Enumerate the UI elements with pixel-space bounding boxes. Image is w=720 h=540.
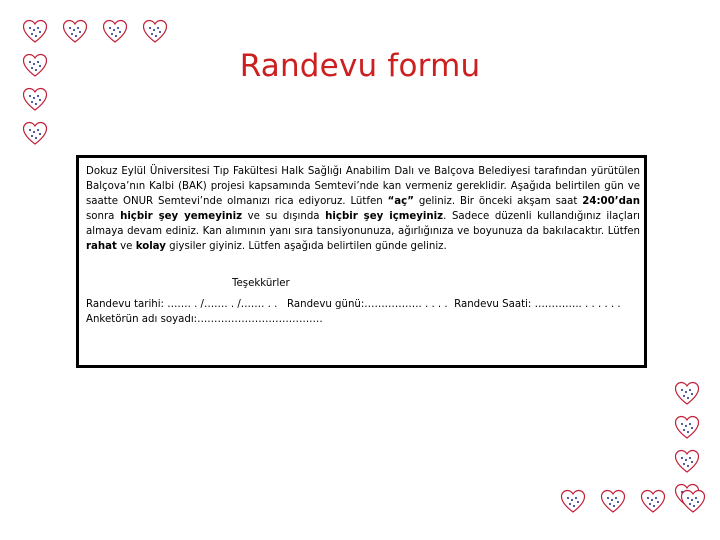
bak-heart-logo-icon (142, 18, 168, 44)
bak-heart-logo-icon (674, 380, 700, 406)
bak-heart-logo-icon (674, 448, 700, 474)
bak-heart-logo-icon (674, 414, 700, 440)
bak-heart-logo-icon (680, 488, 706, 514)
bak-heart-logo-icon (22, 86, 48, 112)
bak-heart-logo-icon (560, 488, 586, 514)
bak-heart-logo-icon (600, 488, 626, 514)
bak-heart-logo-icon (640, 488, 666, 514)
bak-heart-logo-icon (102, 18, 128, 44)
thanks-text: Teşekkürler (232, 277, 290, 289)
bak-heart-logo-icon (22, 120, 48, 146)
bak-heart-logo-icon (62, 18, 88, 44)
bak-heart-logo-icon (22, 18, 48, 44)
appointment-form-box (76, 155, 647, 368)
instructions-paragraph: Dokuz Eylül Üniversitesi Tıp Fakültesi Halk Sağlığı Anabilim Dalı ve Balçova Belediyesi tarafından yürütülen Balçova’nın Kalbi (BAK) projesi kapsamında Semtevi’nde kan vermeniz gereklidir. Aşağıda belirtilen gün ve saatte ONUR Semtevi’nde olmanızı rica ediyoruz. Lütfen “aç” geliniz. Bir önceki akşam saat 24:00’dan sonra hiçbir şey yemeyiniz ve su dışında hiçbir şey içmeyiniz. Sadece düzenli kullandığınız ilaçları almaya devam ediniz. Kan alımının yanı sıra tansiyonunuza, ağırlığınıza ve boyunuza da bakılacaktır. Lütfen rahat ve kolay giysiler giyiniz. Lütfen aşağıda belirtilen günde geliniz. (86, 166, 641, 253)
appointment-fields (86, 297, 640, 327)
interviewer-name-line: Anketörün adı soyadı:………………………………. (86, 313, 323, 325)
appointment-date-day-time-line: Randevu tarihi: ……. . /……. . /……. . . Randevu günü:…………….. . . . . Randevu Saati: ………….. . . . . . . (86, 298, 621, 310)
page-title: Randevu formu (239, 48, 481, 84)
